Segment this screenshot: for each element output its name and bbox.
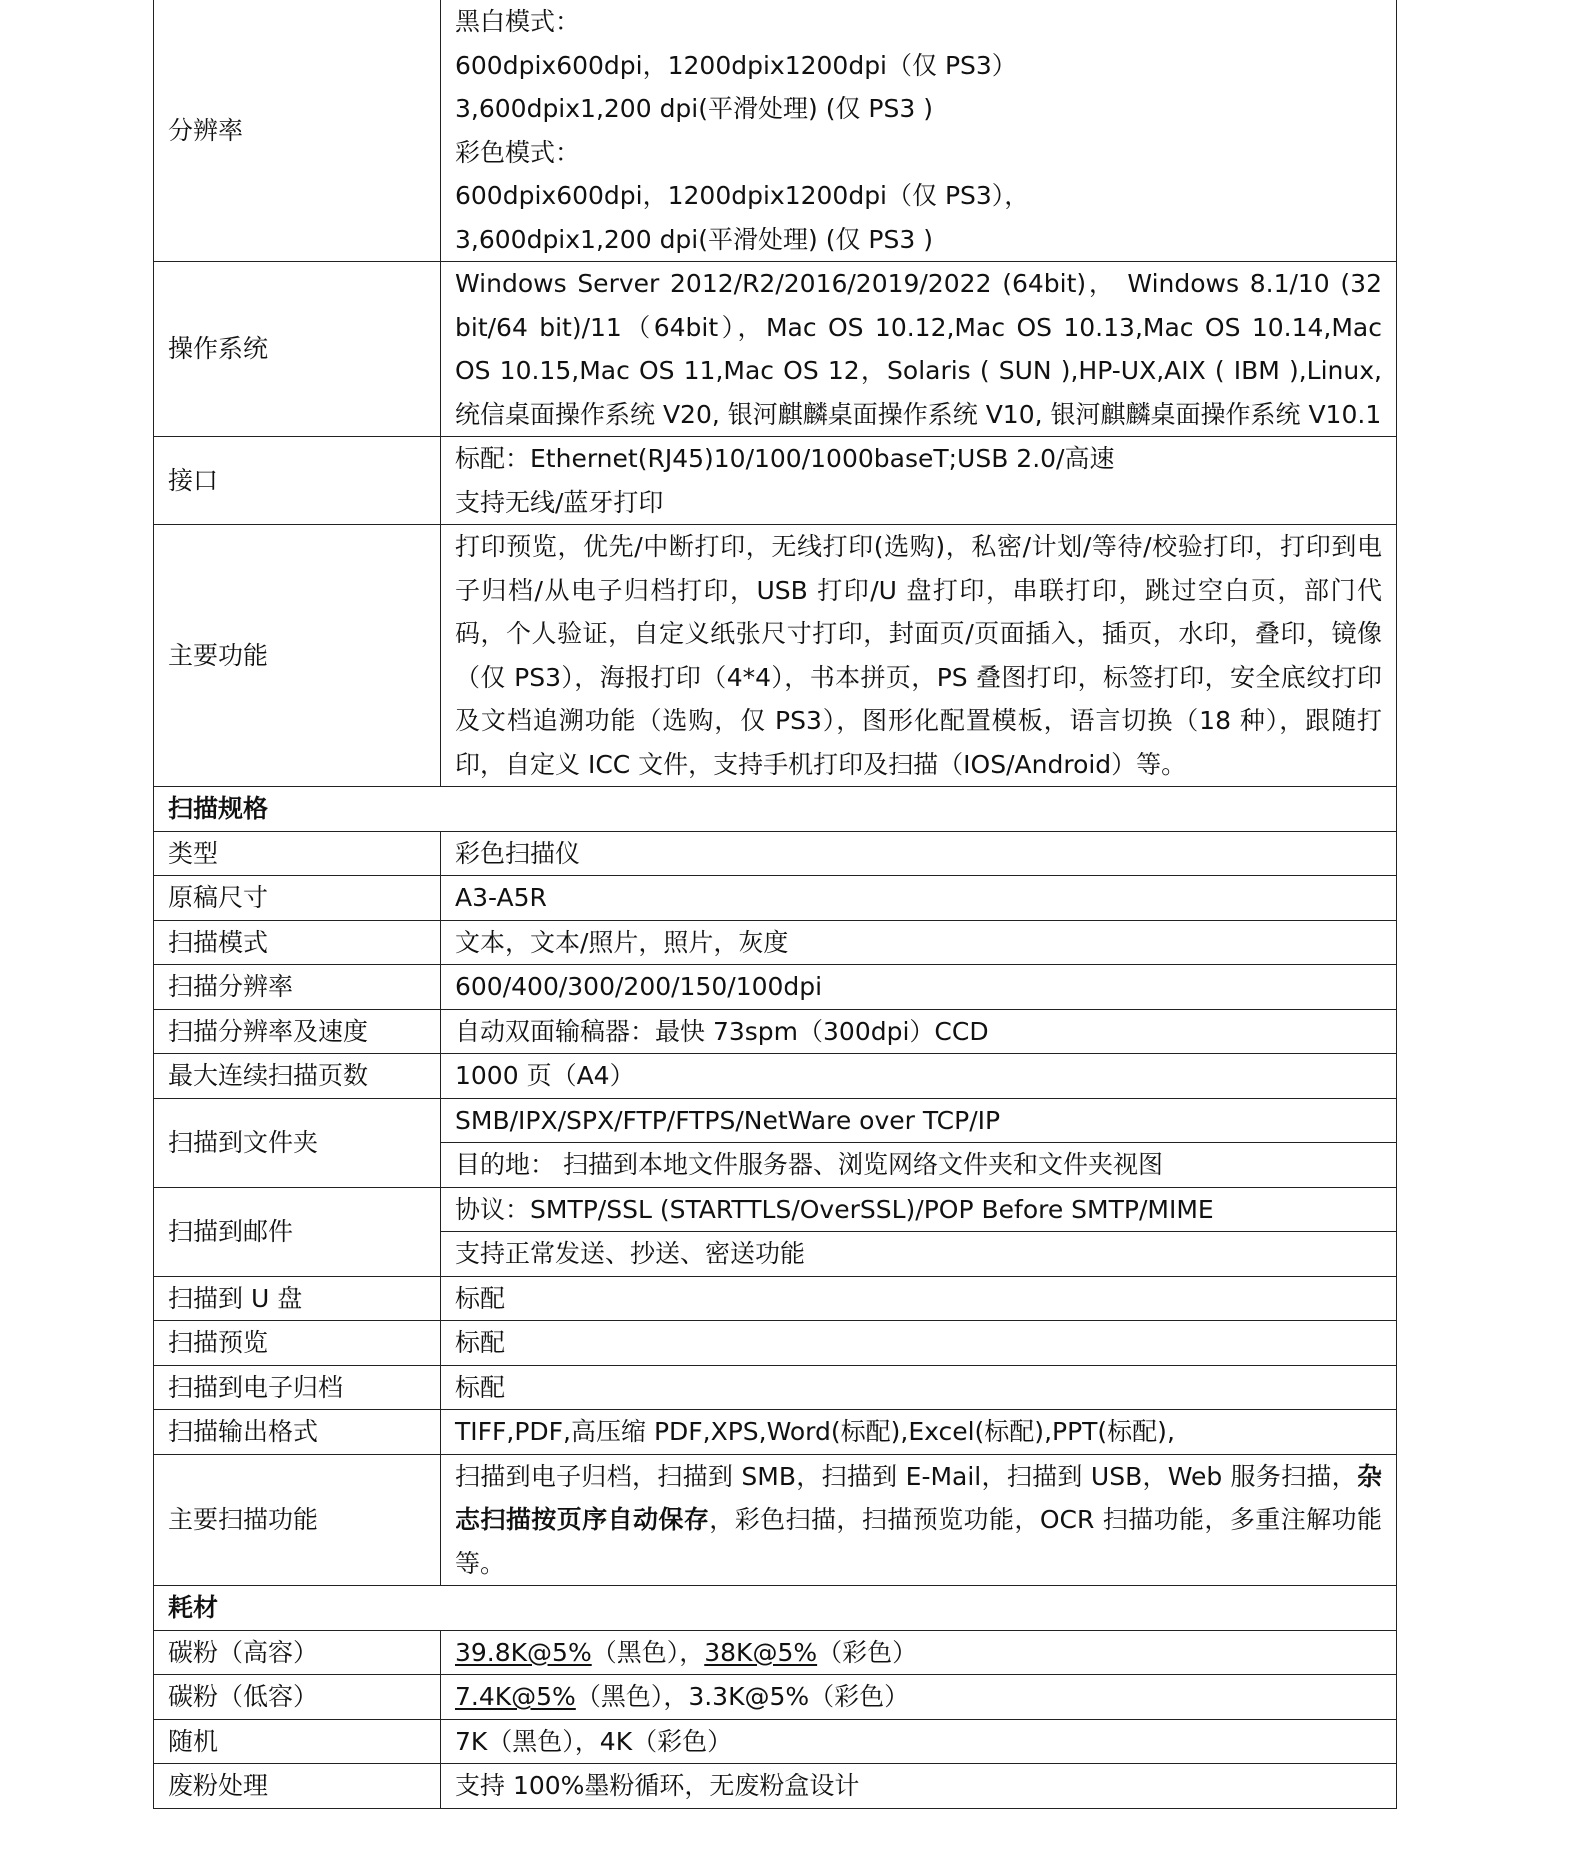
resolution-line: 600dpix600dpi，1200dpix1200dpi（仅 PS3），: [455, 181, 1030, 210]
toner-low-rest: （黑色），3.3K@5%（彩色）: [575, 1682, 910, 1711]
interface-value: [441, 437, 1397, 525]
main-scan-functions-highlight: 杂志扫描按页序自动保存: [455, 1461, 1382, 1534]
table-row: [154, 1719, 1397, 1764]
table-row: [154, 1764, 1397, 1809]
row-label: 操作系统: [154, 262, 441, 437]
row-value: 支持 100%墨粉循环，无废粉盒设计: [441, 1764, 1397, 1809]
toner-high-black-value: 39.8K@5%: [455, 1637, 592, 1667]
row-value: 600/400/300/200/150/100dpi: [441, 965, 1397, 1010]
toner-high-value: [441, 1630, 1397, 1675]
row-label: 扫描预览: [154, 1321, 441, 1366]
row-label: 扫描到 U 盘: [154, 1276, 441, 1321]
row-value: 彩色扫描仪: [441, 831, 1397, 876]
main-scan-functions-text: ，彩色扫描，扫描预览功能，OCR 扫描功能，多重注解功能等。: [455, 1505, 1382, 1578]
toner-high-color-value: 38K@5%: [704, 1637, 818, 1667]
toner-high-black-suffix: （黑色），: [591, 1637, 705, 1667]
row-value: 标配: [441, 1276, 1397, 1321]
spec-table: [153, 0, 1397, 1809]
resolution-line: 3,600dpix1,200 dpi(平滑处理) (仅 PS3 ): [455, 224, 933, 254]
table-row-toner-low: [154, 1675, 1397, 1720]
toner-high-color-suffix: （彩色）: [817, 1637, 918, 1667]
row-value: A3-A5R: [441, 876, 1397, 921]
row-label: 扫描分辨率: [154, 965, 441, 1010]
table-row-scan-to-folder: [154, 1098, 1397, 1143]
row-label: 废粉处理: [154, 1764, 441, 1809]
interface-line: 标配：Ethernet(RJ45)10/100/1000baseT;USB 2.0/高速: [455, 444, 1115, 473]
section-header-scan: [154, 787, 1397, 832]
table-row-main-scan-functions: [154, 1454, 1397, 1586]
row-label: 原稿尺寸: [154, 876, 441, 921]
section-title: 扫描规格: [154, 787, 1397, 832]
scan-to-folder-protocols: SMB/IPX/SPX/FTP/FTPS/NetWare over TCP/IP: [441, 1098, 1397, 1143]
row-value: TIFF,PDF,高压缩 PDF,XPS,Word(标配),Excel(标配),PPT(标配),: [441, 1410, 1397, 1455]
table-row-interface: [154, 437, 1397, 525]
table-row-os: [154, 262, 1397, 437]
row-value: 标配: [441, 1365, 1397, 1410]
scan-to-email-features: 支持正常发送、抄送、密送功能: [441, 1232, 1397, 1277]
scan-to-email-protocols: 协议：SMTP/SSL (STARTTLS/OverSSL)/POP Before SMTP/MIME: [441, 1187, 1397, 1232]
resolution-value: [441, 0, 1397, 262]
table-row: [154, 1321, 1397, 1366]
row-label: 类型: [154, 831, 441, 876]
toner-low-black-value: 7.4K@5%: [455, 1682, 576, 1711]
resolution-line: 彩色模式：: [455, 137, 581, 167]
row-label: 主要功能: [154, 525, 441, 787]
row-label: 碳粉（高容）: [154, 1630, 441, 1675]
table-row: [154, 1276, 1397, 1321]
resolution-line: 黑白模式：: [455, 7, 581, 36]
toner-low-value: [441, 1675, 1397, 1720]
row-label: 扫描分辨率及速度: [154, 1009, 441, 1054]
table-row: [154, 965, 1397, 1010]
row-label: 碳粉（低容）: [154, 1675, 441, 1720]
table-row: [154, 831, 1397, 876]
row-label: 接口: [154, 437, 441, 525]
row-label: 扫描到邮件: [154, 1187, 441, 1276]
row-value: 自动双面输稿器：最快 73spm（300dpi）CCD: [441, 1009, 1397, 1054]
table-row-main-functions: [154, 525, 1397, 787]
row-label: 扫描到文件夹: [154, 1098, 441, 1187]
table-row: [154, 1365, 1397, 1410]
row-label: 扫描模式: [154, 920, 441, 965]
table-row: [154, 1410, 1397, 1455]
section-title: 耗材: [154, 1586, 1397, 1631]
table-row-scan-to-email: [154, 1187, 1397, 1232]
row-label: 随机: [154, 1719, 441, 1764]
main-functions-value: 打印预览，优先/中断打印，无线打印(选购)，私密/计划/等待/校验打印，打印到电子归档/从电子归档打印，USB 打印/U 盘打印，串联打印，跳过空白页，部门代码，个人验证，自定义纸张尺寸打印，封面页/页面插入，插页，水印，叠印，镜像（仅 PS3），海报打印（4*4），书本拼页，PS 叠图打印，标签打印，安全底纹打印及文档追溯功能（选购，仅 PS3），图形化配置模板，语言切换（18 种），跟随打印，自定义 ICC 文件，支持手机打印及扫描（IOS/Android）等。: [441, 525, 1397, 787]
row-value: 7K（黑色），4K（彩色）: [441, 1719, 1397, 1764]
main-scan-functions-text: 扫描到电子归档，扫描到 SMB，扫描到 E-Mail，扫描到 USB，Web 服务扫描，: [455, 1461, 1357, 1491]
resolution-line: 600dpix600dpi，1200dpix1200dpi（仅 PS3）: [455, 50, 1017, 80]
row-value: 1000 页（A4）: [441, 1054, 1397, 1099]
row-label: 最大连续扫描页数: [154, 1054, 441, 1099]
row-label: 主要扫描功能: [154, 1454, 441, 1586]
table-row: [154, 1009, 1397, 1054]
scan-to-folder-destination: 目的地： 扫描到本地文件服务器、浏览网络文件夹和文件夹视图: [441, 1143, 1397, 1188]
interface-line: 支持无线/蓝牙打印: [455, 487, 664, 517]
resolution-line: 3,600dpix1,200 dpi(平滑处理) (仅 PS3 ): [455, 94, 933, 123]
table-row-resolution: [154, 0, 1397, 262]
os-value: Windows Server 2012/R2/2016/2019/2022 (64bit)， Windows 8.1/10 (32 bit/64 bit)/11（64bit），Mac OS 10.12,Mac OS 10.13,Mac OS 10.14,Mac OS 10.15,Mac OS 11,Mac OS 12，Solaris ( SUN ),HP-UX,AIX ( IBM ),Linux,统信桌面操作系统 V20, 银河麒麟桌面操作系统 V10, 银河麒麟桌面操作系统 V10.1: [441, 262, 1397, 437]
row-value: 文本，文本/照片，照片，灰度: [441, 920, 1397, 965]
section-header-consumables: [154, 1586, 1397, 1631]
table-row: [154, 876, 1397, 921]
row-value: 标配: [441, 1321, 1397, 1366]
row-label: 分辨率: [154, 0, 441, 262]
row-label: 扫描到电子归档: [154, 1365, 441, 1410]
table-row-toner-high: [154, 1630, 1397, 1675]
table-row: [154, 1054, 1397, 1099]
main-scan-functions-value: [441, 1454, 1397, 1586]
table-row: [154, 920, 1397, 965]
row-label: 扫描输出格式: [154, 1410, 441, 1455]
